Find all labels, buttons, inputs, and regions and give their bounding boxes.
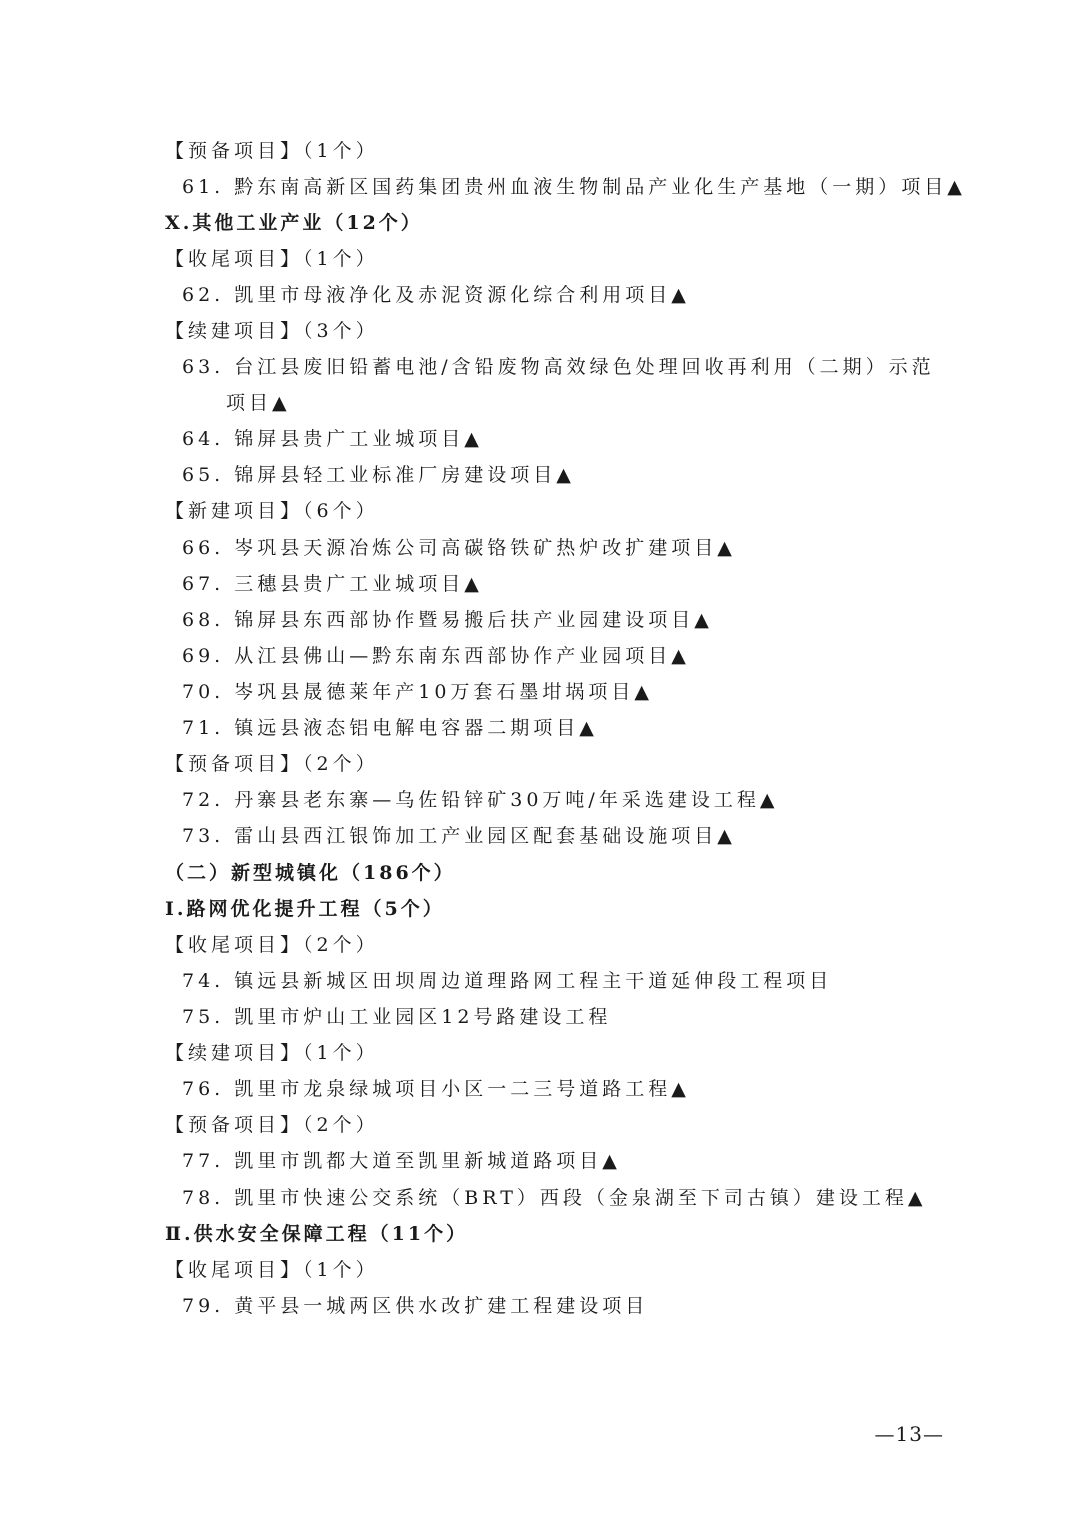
project-item-continuation: 项目▲ bbox=[226, 392, 291, 414]
project-item: 65. 锦屏县轻工业标准厂房建设项目▲ bbox=[182, 464, 575, 486]
project-item: 73. 雷山县西江银饰加工产业园区配套基础设施项目▲ bbox=[182, 825, 736, 847]
project-item: 77. 凯里市凯都大道至凯里新城道路项目▲ bbox=[182, 1150, 621, 1172]
group-label: 【预备项目】（1个） bbox=[165, 140, 379, 162]
project-item: 68. 锦屏县东西部协作暨易搬后扶产业园建设项目▲ bbox=[182, 609, 713, 631]
section-heading: （二）新型城镇化（186个） bbox=[165, 862, 456, 884]
group-label: 【续建项目】（3个） bbox=[165, 320, 379, 342]
project-item: 74. 镇远县新城区田坝周边道理路网工程主干道延伸段工程项目 bbox=[182, 970, 833, 992]
project-item: 67. 三穗县贵广工业城项目▲ bbox=[182, 573, 483, 595]
group-label: 【收尾项目】（1个） bbox=[165, 248, 379, 270]
page-number: —13— bbox=[874, 1422, 944, 1446]
project-item: 70. 岑巩县晟德莱年产10万套石墨坩埚项目▲ bbox=[182, 681, 654, 703]
project-item: 72. 丹寨县老东寨—乌佐铅锌矿30万吨/年采选建设工程▲ bbox=[182, 789, 779, 811]
group-label: 【新建项目】（6个） bbox=[165, 500, 379, 522]
group-label: 【预备项目】（2个） bbox=[165, 1114, 379, 1136]
group-label: 【预备项目】（2个） bbox=[165, 753, 379, 775]
project-item: 64. 锦屏县贵广工业城项目▲ bbox=[182, 428, 483, 450]
group-label: 【续建项目】（1个） bbox=[165, 1042, 379, 1064]
project-item: 62. 凯里市母液净化及赤泥资源化综合利用项目▲ bbox=[182, 284, 690, 306]
group-label: 【收尾项目】（1个） bbox=[165, 1259, 379, 1281]
project-item: 61. 黔东南高新区国药集团贵州血液生物制品产业化生产基地（一期）项目▲ bbox=[182, 176, 966, 198]
project-item: 71. 镇远县液态铝电解电容器二期项目▲ bbox=[182, 717, 598, 739]
project-item: 69. 从江县佛山—黔东南东西部协作产业园项目▲ bbox=[182, 645, 690, 667]
project-item: 66. 岑巩县天源冶炼公司高碳铬铁矿热炉改扩建项目▲ bbox=[182, 537, 736, 559]
section-heading: Ⅱ.供水安全保障工程（11个） bbox=[165, 1223, 469, 1245]
group-label: 【收尾项目】（2个） bbox=[165, 934, 379, 956]
project-item: 63. 台江县废旧铅蓄电池/含铅废物高效绿色处理回收再利用（二期）示范 bbox=[182, 356, 935, 378]
section-heading: X.其他工业产业（12个） bbox=[165, 212, 423, 234]
project-item: 79. 黄平县一城两区供水改扩建工程建设项目 bbox=[182, 1295, 649, 1317]
section-heading: Ⅰ.路网优化提升工程（5个） bbox=[165, 898, 445, 920]
project-item: 76. 凯里市龙泉绿城项目小区一二三号道路工程▲ bbox=[182, 1078, 690, 1100]
project-item: 75. 凯里市炉山工业园区12号路建设工程 bbox=[182, 1006, 612, 1028]
project-item: 78. 凯里市快速公交系统（BRT）西段（金泉湖至下司古镇）建设工程▲ bbox=[182, 1187, 927, 1209]
